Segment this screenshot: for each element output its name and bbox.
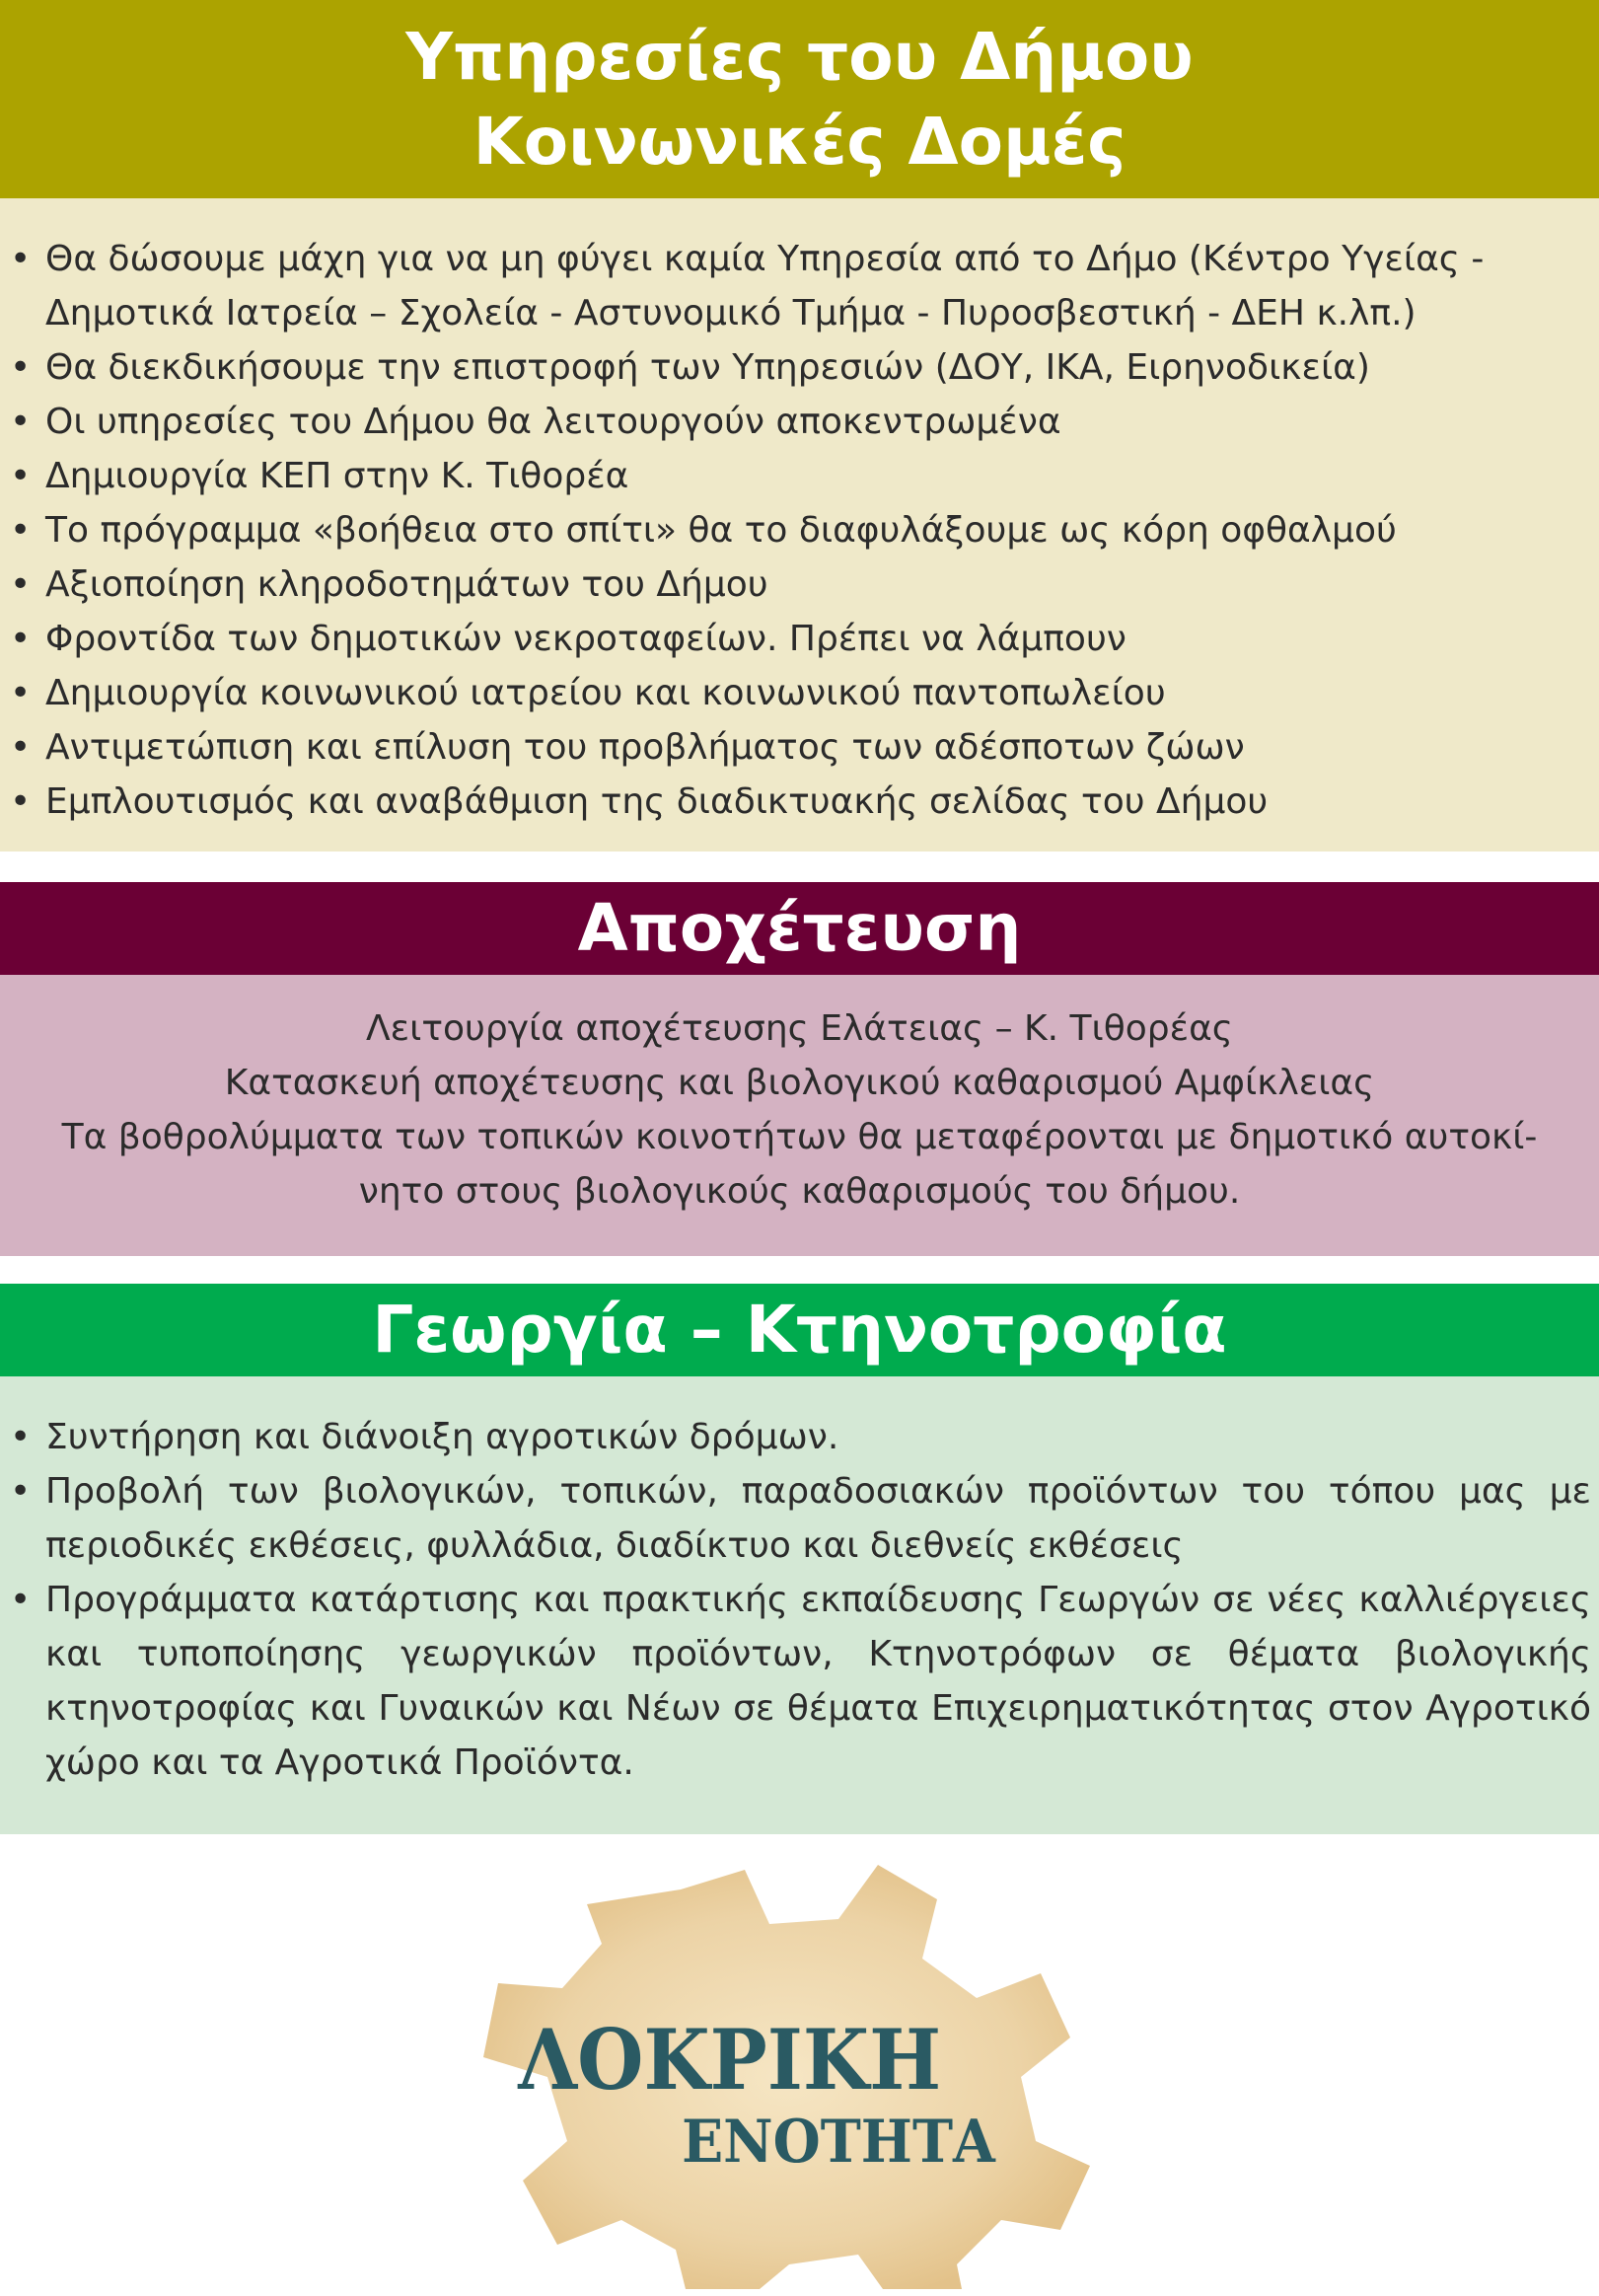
logo xyxy=(464,1865,1095,2289)
logo-line-2: ΕΝΟΤΗΤΑ xyxy=(682,2108,995,2177)
list-item: • Θα δώσουμε μάχη για να μη φύγει καμία Υπηρεσία από το Δήμο (Κέντρο Υγείας - Δημοτικά Ιατρεία – Σχολεία - Αστυνομικό Τμήμα - Πυροσβεστική - ΔΕΗ κ.λπ.) xyxy=(0,232,1591,340)
list-item: • Αντιμετώπιση και επίλυση του προβλήματος των αδέσποτων ζώων xyxy=(0,720,1591,775)
sewerage-line: νητο στους βιολογικούς καθαρισμούς του δήμου. xyxy=(358,1171,1241,1212)
sewerage-header xyxy=(0,882,1599,975)
services-panel xyxy=(0,198,1599,852)
services-title-line-2: Κοινωνικές Δομές xyxy=(472,103,1127,180)
list-item: • Συντήρηση και διάνοιξη αγροτικών δρόμων. xyxy=(0,1410,1591,1464)
list-item: • Φροντίδα των δημοτικών νεκροταφείων. Πρέπει να λάμπουν xyxy=(0,612,1591,666)
services-header xyxy=(0,0,1599,198)
services-list xyxy=(0,232,1591,829)
logo-line-1: ΛΟΚΡΙΚΗ xyxy=(518,2011,942,2109)
agriculture-title: Γεωργία – Κτηνοτροφία xyxy=(372,1292,1227,1368)
agriculture-header xyxy=(0,1284,1599,1376)
sewerage-line: Κατασκευή αποχέτευσης και βιολογικού καθαρισμού Αμφίκλειας xyxy=(224,1063,1375,1103)
agriculture-list xyxy=(0,1410,1591,1790)
sewerage-line: Λειτουργία αποχέτευσης Ελάτειας – Κ. Τιθορέας xyxy=(366,1008,1233,1049)
list-item: • Προβολή των βιολογικών, τοπικών, παραδοσιακών προϊόντων του τόπου μας με περιοδικές εκθέσεις, φυλλάδια, διαδίκτυο και διεθνείς εκθέσεις xyxy=(0,1464,1591,1573)
list-item: • Αξιοποίηση κληροδοτημάτων του Δήμου xyxy=(0,557,1591,612)
list-item: • Προγράμματα κατάρτισης και πρακτικής εκπαίδευσης Γεωργών σε νέες καλλιέργειες και τυποποίησης γεωργικών προϊόντων, Κτηνοτρόφων σε θέματα βιολογικής κτηνοτροφίας και Γυναικών και Νέων σε θέματα Επιχειρηματικότητας στον Αγροτικό χώρο και τα Αγροτικά Προϊόντα. xyxy=(0,1573,1591,1790)
sewerage-title: Αποχέτευση xyxy=(577,890,1022,966)
agriculture-panel xyxy=(0,1376,1599,1834)
list-item: • Δημιουργία ΚΕΠ στην Κ. Τιθορέα xyxy=(0,449,1591,503)
sewerage-line: Τα βοθρολύμματα των τοπικών κοινοτήτων θα μεταφέρονται με δημοτικό αυτοκί- xyxy=(61,1117,1538,1157)
services-title-line-1: Υπηρεσίες του Δήμου xyxy=(405,18,1194,95)
sewerage-panel xyxy=(0,975,1599,1256)
list-item: • Θα διεκδικήσουμε την επιστροφή των Υπηρεσιών (ΔΟΥ, ΙΚΑ, Ειρηνοδικεία) xyxy=(0,340,1591,395)
list-item: • Οι υπηρεσίες του Δήμου θα λειτουργούν αποκεντρωμένα xyxy=(0,395,1591,449)
list-item: • Δημιουργία κοινωνικού ιατρείου και κοινωνικού παντοπωλείου xyxy=(0,666,1591,720)
list-item: • Το πρόγραμμα «βοήθεια στο σπίτι» θα το διαφυλάξουμε ως κόρη οφθαλμού xyxy=(0,503,1591,557)
list-item: • Εμπλουτισμός και αναβάθμιση της διαδικτυακής σελίδας του Δήμου xyxy=(0,775,1591,829)
